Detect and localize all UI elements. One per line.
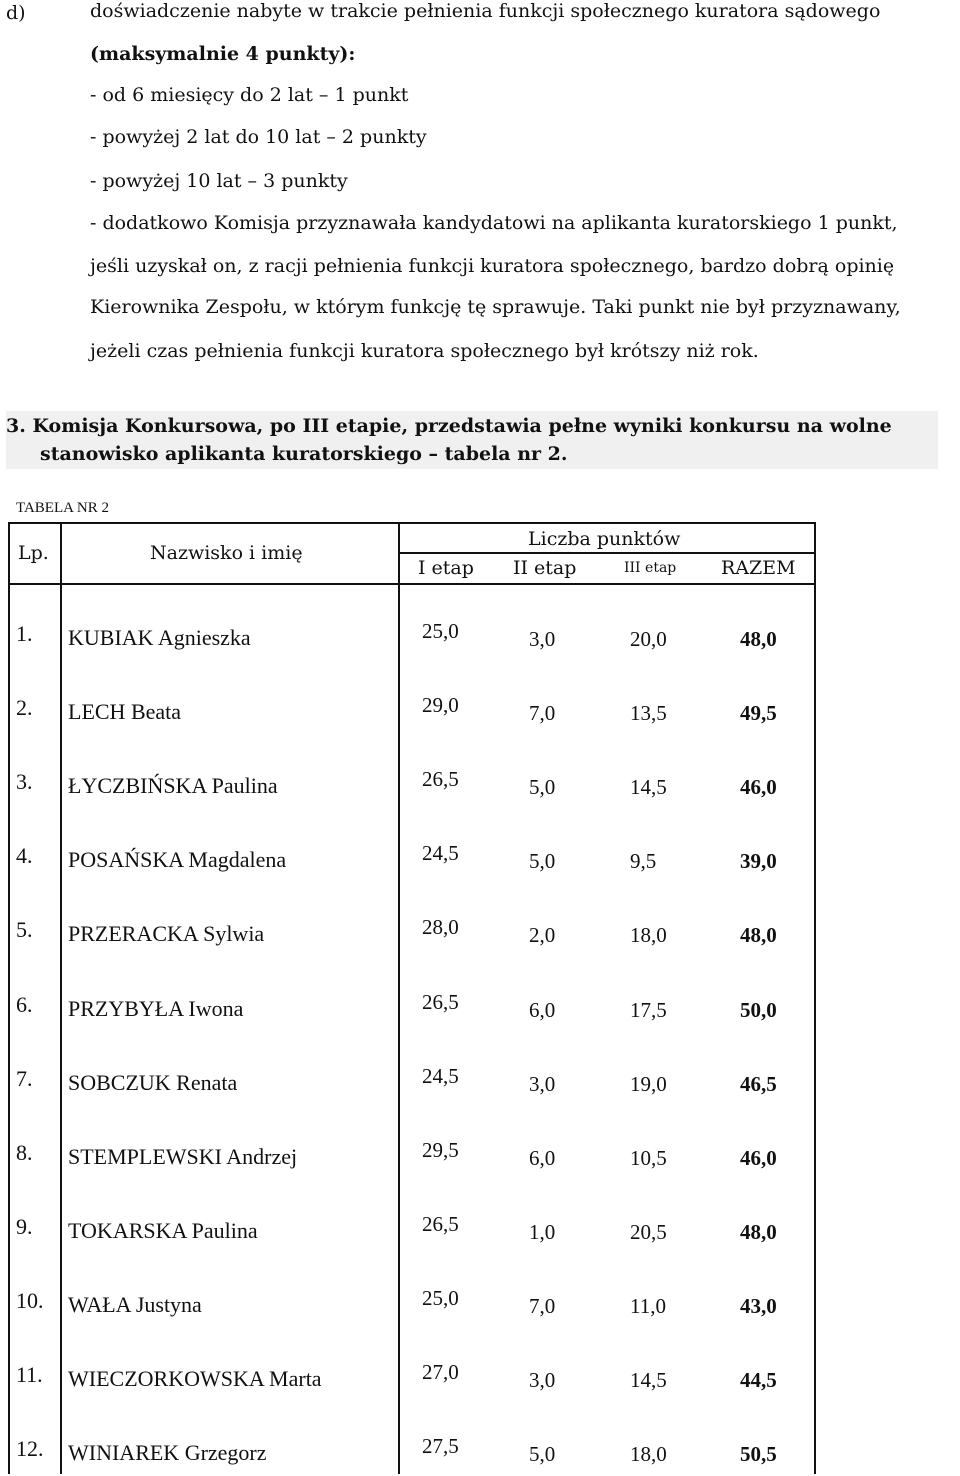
row-name: ŁYCZBIŃSKA Paulina <box>68 773 278 798</box>
row-name: SOBCZUK Renata <box>68 1070 238 1095</box>
section-3-line-2: stanowisko aplikanta kuratorskiego – tabela nr 2. <box>40 443 568 465</box>
section-d-line: - powyżej 2 lat do 10 lat – 2 punkty <box>90 126 427 148</box>
row-lp: 5. <box>16 917 33 942</box>
row-lp: 10. <box>16 1288 44 1313</box>
col-border-lp <box>60 522 62 1474</box>
header-total: RAZEM <box>721 557 796 579</box>
row-lp: 2. <box>16 695 33 720</box>
section-d-line: - powyżej 10 lat – 3 punkty <box>90 170 348 192</box>
row-stage-3: 11,0 <box>630 1294 666 1318</box>
section-d-line: (maksymalnie 4 punkty): <box>90 43 356 65</box>
row-stage-2: 6,0 <box>529 1146 556 1170</box>
row-total: 43,0 <box>740 1294 777 1318</box>
row-stage-3: 13,5 <box>630 701 667 725</box>
row-total: 50,5 <box>740 1442 777 1466</box>
row-lp: 11. <box>16 1362 43 1387</box>
table-caption: TABELA NR 2 <box>16 500 109 516</box>
row-lp: 7. <box>16 1066 33 1091</box>
row-stage-1: 28,0 <box>422 915 459 939</box>
row-lp: 12. <box>16 1436 44 1461</box>
row-stage-1: 25,0 <box>422 1286 459 1310</box>
row-stage-2: 5,0 <box>529 1442 556 1466</box>
row-stage-3: 19,0 <box>630 1072 667 1096</box>
row-lp: 1. <box>16 621 33 646</box>
row-lp: 3. <box>16 769 33 794</box>
section-d-line: jeżeli czas pełnienia funkcji kuratora społecznego był krótszy niż rok. <box>90 340 759 362</box>
row-total: 46,5 <box>740 1072 777 1096</box>
row-total: 48,0 <box>740 923 777 947</box>
row-stage-2: 6,0 <box>529 998 556 1022</box>
row-stage-3: 14,5 <box>630 1368 667 1392</box>
row-stage-1: 24,5 <box>422 1064 459 1088</box>
row-stage-2: 5,0 <box>529 775 556 799</box>
table-top-border <box>8 522 816 524</box>
row-stage-2: 3,0 <box>529 1368 556 1392</box>
row-stage-1: 27,5 <box>422 1434 459 1458</box>
row-total: 48,0 <box>740 627 777 651</box>
row-name: LECH Beata <box>68 699 182 724</box>
row-total: 49,5 <box>740 701 777 725</box>
row-name: WIECZORKOWSKA Marta <box>68 1366 322 1391</box>
row-stage-2: 3,0 <box>529 1072 556 1096</box>
row-name: PRZYBYŁA Iwona <box>68 996 244 1021</box>
row-stage-3: 18,0 <box>630 923 667 947</box>
section-d-line: doświadczenie nabyte w trakcie pełnienia funkcji społecznego kuratora sądowego <box>90 0 881 22</box>
header-lp: Lp. <box>18 542 49 564</box>
row-stage-2: 7,0 <box>529 701 556 725</box>
row-name: WINIAREK Grzegorz <box>68 1440 267 1465</box>
row-stage-2: 2,0 <box>529 923 556 947</box>
row-lp: 8. <box>16 1140 33 1165</box>
section-3-line-1: 3. Komisja Konkursowa, po III etapie, przedstawia pełne wyniki konkursu na wolne <box>6 415 892 437</box>
row-stage-1: 29,5 <box>422 1138 459 1162</box>
row-stage-1: 26,5 <box>422 990 459 1014</box>
row-stage-3: 9,5 <box>630 849 657 873</box>
header-name: Nazwisko i imię <box>150 542 303 564</box>
section-3-heading <box>6 411 938 469</box>
row-stage-3: 20,5 <box>630 1220 667 1244</box>
row-name: WAŁA Justyna <box>68 1292 202 1317</box>
row-name: KUBIAK Agnieszka <box>68 625 251 650</box>
col-border-left <box>8 522 10 1474</box>
row-stage-1: 24,5 <box>422 841 459 865</box>
row-lp: 9. <box>16 1214 33 1239</box>
section-d-line: - od 6 miesięcy do 2 lat – 1 punkt <box>90 84 409 106</box>
row-total: 48,0 <box>740 1220 777 1244</box>
row-name: TOKARSKA Paulina <box>68 1218 258 1243</box>
row-stage-1: 25,0 <box>422 619 459 643</box>
header-group-divider <box>398 552 816 554</box>
row-stage-1: 26,5 <box>422 767 459 791</box>
header-bottom-border <box>8 583 816 585</box>
col-border-name <box>398 522 400 1474</box>
section-d-line: - dodatkowo Komisja przyznawała kandydatowi na aplikanta kuratorskiego 1 punkt, <box>90 212 898 234</box>
row-stage-3: 17,5 <box>630 998 667 1022</box>
header-points-group: Liczba punktów <box>528 528 681 550</box>
row-stage-3: 14,5 <box>630 775 667 799</box>
row-name: PRZERACKA Sylwia <box>68 921 265 946</box>
header-stage-2: II etap <box>513 557 577 579</box>
row-name: STEMPLEWSKI Andrzej <box>68 1144 298 1169</box>
row-name: POSAŃSKA Magdalena <box>68 847 287 872</box>
row-lp: 4. <box>16 843 33 868</box>
header-stage-3: III etap <box>624 560 677 576</box>
row-stage-1: 27,0 <box>422 1360 459 1384</box>
row-total: 46,0 <box>740 1146 777 1170</box>
row-stage-2: 7,0 <box>529 1294 556 1318</box>
section-d-marker: d) <box>6 2 26 24</box>
row-lp: 6. <box>16 992 33 1017</box>
row-stage-2: 5,0 <box>529 849 556 873</box>
header-stage-1: I etap <box>418 557 474 579</box>
row-total: 44,5 <box>740 1368 777 1392</box>
row-stage-2: 3,0 <box>529 627 556 651</box>
row-stage-1: 29,0 <box>422 693 459 717</box>
row-stage-3: 18,0 <box>630 1442 667 1466</box>
col-border-right <box>814 522 816 1474</box>
section-d-line: Kierownika Zespołu, w którym funkcję tę sprawuje. Taki punkt nie był przyznawany, <box>90 296 901 318</box>
row-stage-3: 10,5 <box>630 1146 667 1170</box>
row-total: 50,0 <box>740 998 777 1022</box>
section-d-line: jeśli uzyskał on, z racji pełnienia funkcji kuratora społecznego, bardzo dobrą opinię <box>90 255 895 277</box>
row-stage-2: 1,0 <box>529 1220 556 1244</box>
row-stage-1: 26,5 <box>422 1212 459 1236</box>
row-total: 39,0 <box>740 849 777 873</box>
row-stage-3: 20,0 <box>630 627 667 651</box>
row-total: 46,0 <box>740 775 777 799</box>
